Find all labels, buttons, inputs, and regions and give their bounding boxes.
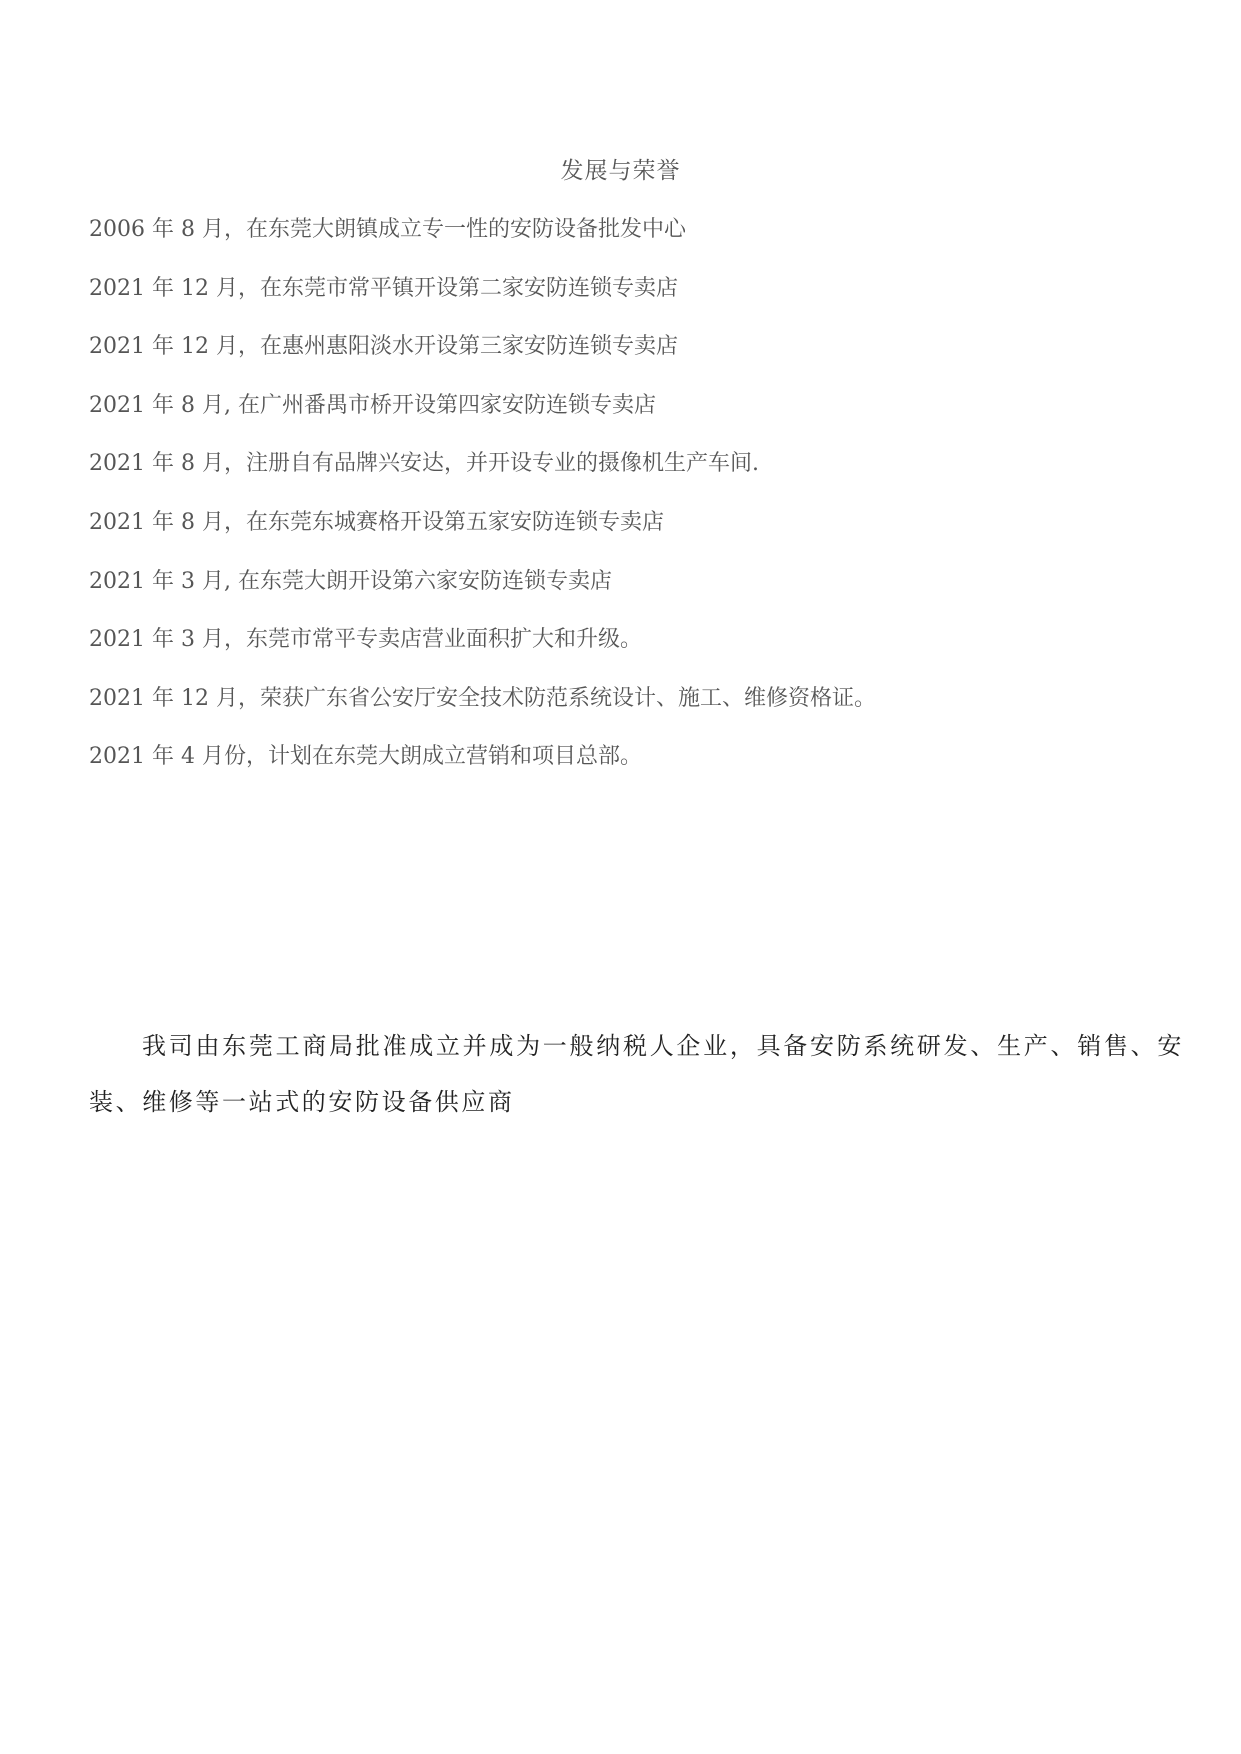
milestone-item: 2021 年 12 月，在东莞市常平镇开设第二家安防连锁专卖店 (89, 275, 678, 301)
milestone-item: 2021 年 4 月份，计划在东莞大朗成立营销和项目总部。 (89, 744, 642, 770)
milestone-item: 2021 年 8 月，在东莞东城赛格开设第五家安防连锁专卖店 (89, 509, 664, 535)
milestone-item: 2021 年 12 月，在惠州惠阳淡水开设第三家安防连锁专卖店 (89, 334, 678, 360)
milestone-item: 2021 年 3 月, 在东莞大朗开设第六家安防连锁专卖店 (89, 568, 612, 594)
milestone-item: 2021 年 3 月，东莞市常平专卖店营业面积扩大和升级。 (89, 627, 642, 653)
milestone-item: 2021 年 8 月，注册自有品牌兴安达，并开设专业的摄像机生产车间. (89, 451, 759, 477)
company-intro-paragraph: 我司由东莞工商局批准成立并成为一般纳税人企业，具备安防系统研发、生产、销售、安装、维修等一站式的安防设备供应商 (89, 1032, 1184, 1116)
milestone-list (89, 214, 1189, 800)
milestone-item: 2021 年 12 月，荣获广东省公安厅安全技术防范系统设计、施工、维修资格证。 (89, 685, 876, 711)
milestone-item: 2006 年 8 月，在东莞大朗镇成立专一性的安防设备批发中心 (89, 217, 686, 242)
milestone-item: 2021 年 8 月, 在广州番禺市桥开设第四家安防连锁专卖店 (89, 392, 656, 418)
page-title: 发展与荣誉 (560, 158, 681, 184)
